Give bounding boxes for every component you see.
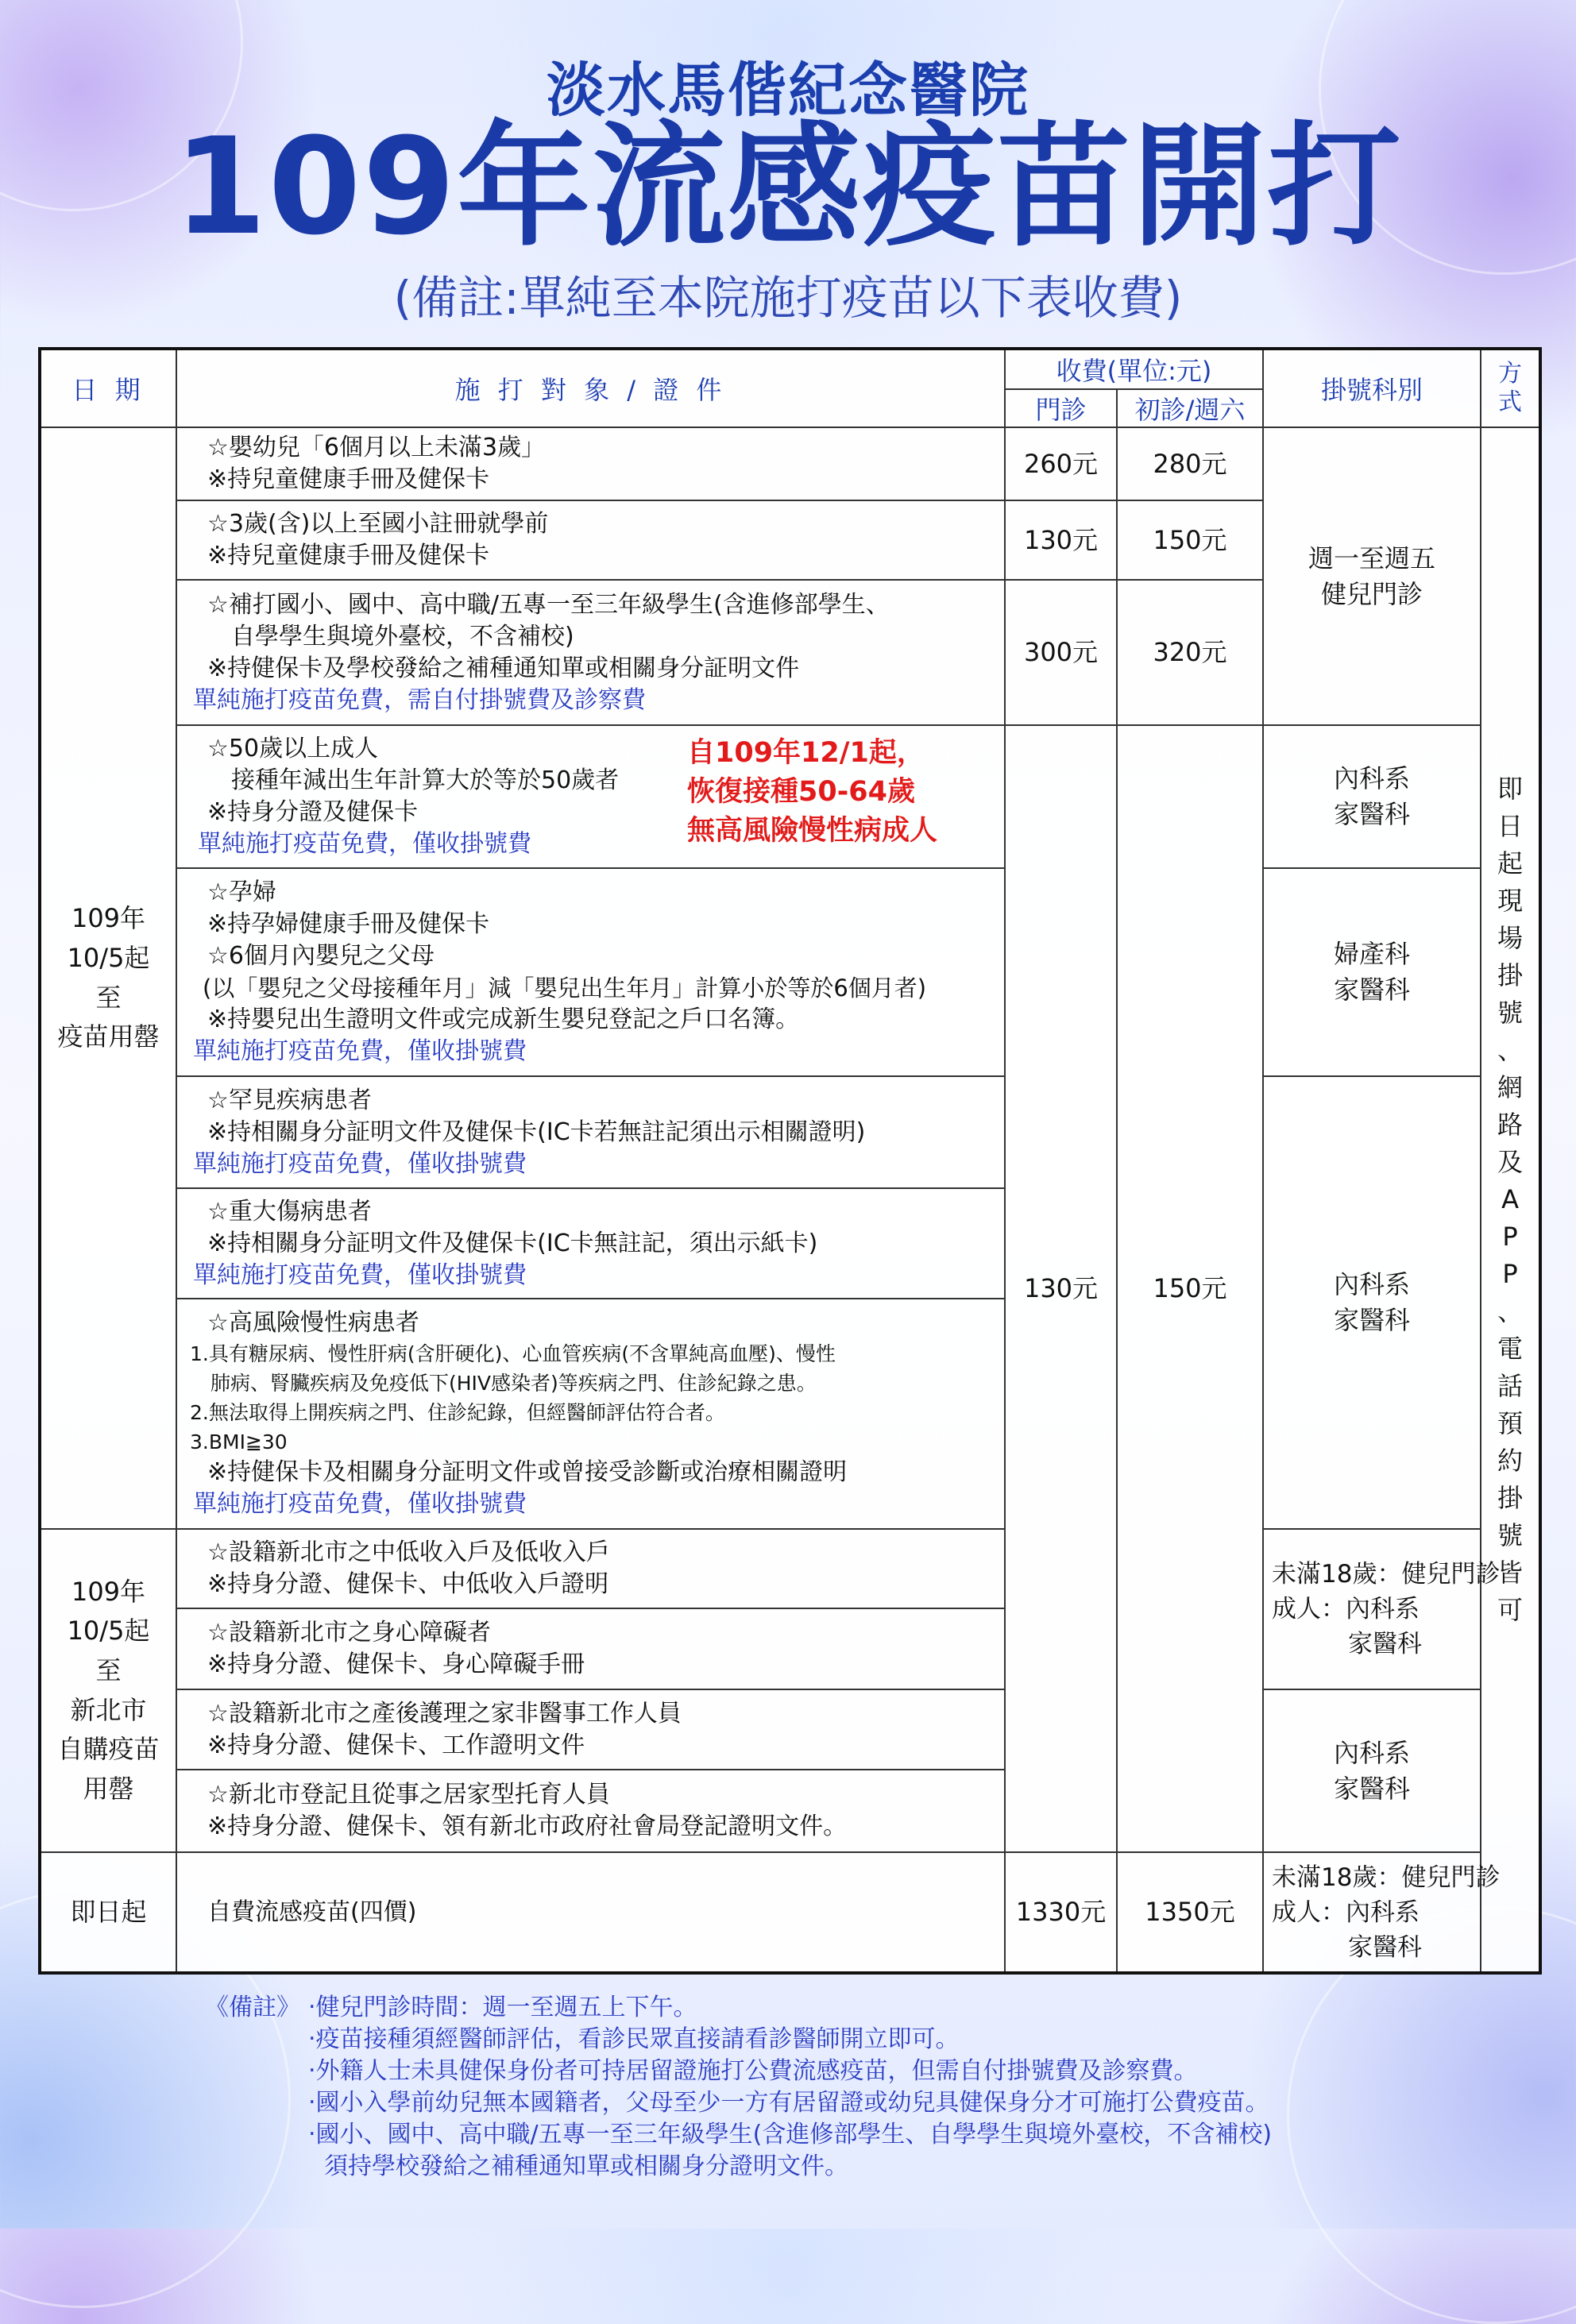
dept-line: 家醫科 (1334, 1773, 1411, 1804)
target-cell (176, 427, 1005, 500)
dept-cell-kids (1263, 427, 1481, 725)
dept-line: 成人：內科系 (1272, 1897, 1420, 1927)
method-char: 起 (1497, 848, 1524, 878)
target-cell (176, 725, 1005, 868)
method-char: P (1502, 1259, 1518, 1289)
target-doc-line: ※持身分證及健保卡 (207, 798, 419, 826)
target-line: ☆50歲以上成人 (207, 735, 379, 762)
target-line: ☆嬰幼兒「6個月以上未滿3歲」 (207, 434, 546, 461)
dept-cell-mixed (1263, 1529, 1501, 1689)
method-char: 可 (1497, 1595, 1524, 1625)
date-line: 疫苗用罄 (57, 1021, 160, 1052)
fee-first: 1350元 (1117, 1852, 1263, 1973)
fee-note: 單純施打疫苗免費，僅收掛號費 (193, 1490, 527, 1518)
target-cell (176, 580, 1005, 725)
method-char: 電 (1497, 1334, 1524, 1364)
target-line: ☆設籍新北市之身心障礙者 (207, 1619, 491, 1646)
fee-first: 280元 (1117, 427, 1263, 500)
note-item: ‧疫苗接種須經醫師評估，看診民眾直接請看診醫師開立即可。 (308, 2025, 960, 2053)
note-item: ‧國小入學前幼兒無本國籍者，父母至少一方有居留證或幼兒具健保身分才可施打公費疫苗。 (308, 2089, 1269, 2117)
target-cell (176, 1529, 1005, 1608)
fee-first: 320元 (1117, 580, 1263, 725)
date-line: 109年 (71, 903, 146, 934)
date-line: 自購疫苗 (57, 1734, 160, 1765)
target-line: (以「嬰兒之父母接種年月」減「嬰兒出生年月」計算小於等於6個月者) (203, 975, 927, 1002)
target-doc-line: ※持身分證、健保卡、領有新北市政府社會局登記證明文件。 (207, 1812, 848, 1840)
fee-clinic: 300元 (1005, 580, 1117, 725)
dept-line: 週一至週五 (1308, 542, 1436, 573)
page-title: 109年流感疫苗開打 (173, 109, 1403, 264)
method-char: 路 (1497, 1110, 1524, 1140)
date-cell-2 (40, 1529, 176, 1852)
date-line: 用罄 (83, 1773, 134, 1804)
criteria-line: 2.無法取得上開疾病之門、住診紀錄，但經醫師評估符合者。 (190, 1401, 725, 1424)
criteria-line: 3.BMI≧30 (190, 1430, 288, 1453)
table-row (40, 1076, 1540, 1188)
target-line: ☆孕婦 (207, 878, 276, 906)
target-cell (176, 1188, 1005, 1299)
method-char: 場 (1497, 923, 1524, 953)
dept-line: 內科系 (1334, 1269, 1411, 1300)
notes-section (205, 1992, 1272, 2183)
method-char: 號 (1497, 1520, 1524, 1550)
method-char: 掛 (1497, 1483, 1524, 1513)
fee-note: 單純施打疫苗免費，僅收掛號費 (198, 830, 531, 858)
dept-line: 未滿18歲：健兒門診 (1272, 1560, 1501, 1589)
note-item: 須持學校發給之補種通知單或相關身分證明文件。 (324, 2152, 848, 2180)
target-line: ☆高風險慢性病患者 (207, 1309, 419, 1337)
note-item: ‧國小、國中、高中職/五專一至三年級學生(含進修部學生、自學學生與境外臺校，不含補校) (308, 2121, 1273, 2148)
method-char: 話 (1497, 1371, 1524, 1401)
header-method-label: 方式 (1498, 360, 1523, 416)
page-subtitle: (備註:單純至本院施打疫苗以下表收費) (393, 271, 1183, 325)
target-cell (176, 1608, 1005, 1689)
target-doc-line: ※持嬰兒出生證明文件或完成新生嬰兒登記之戶口名簿。 (207, 1006, 800, 1033)
date-line: 10/5起 (67, 942, 150, 973)
target-cell (176, 1770, 1005, 1852)
target-doc-line: ※持健保卡及學校發給之補種通知單或相關身分証明文件 (207, 654, 800, 682)
date-cell-1 (40, 427, 176, 1529)
target-line: ☆新北市登記且從事之居家型托育人員 (207, 1781, 610, 1809)
header-date: 日 期 (40, 349, 176, 427)
header-dept: 掛號科別 (1263, 349, 1481, 427)
fee-note: 單純施打疫苗免費，需自付掛號費及診察費 (193, 685, 646, 714)
dept-cell-obgyn (1263, 868, 1481, 1076)
table-row (40, 427, 1540, 500)
method-char: 、 (1497, 1035, 1524, 1065)
target-cell (176, 1076, 1005, 1188)
target-line: ☆設籍新北市之中低收入戶及低收入戶 (207, 1538, 610, 1566)
target-line: 接種年減出生年計算大於等於50歲者 (231, 766, 620, 794)
date-line: 新北市 (70, 1694, 147, 1725)
table-row (40, 868, 1540, 1076)
date-cell-3: 即日起 (40, 1852, 176, 1973)
header-fee: 收費(單位:元) (1005, 349, 1263, 389)
target-line: 自學學生與境外臺校，不含補校) (231, 622, 574, 650)
fee-clinic: 260元 (1005, 427, 1117, 500)
table-row (40, 1689, 1540, 1770)
target-doc-line: ※持相關身分証明文件及健保卡(IC卡無註記，須出示紙卡) (207, 1229, 818, 1257)
target-doc-line: ※持身分證、健保卡、中低收入戶證明 (207, 1570, 609, 1598)
table-row (40, 1529, 1540, 1608)
method-char: 日 (1497, 811, 1524, 841)
dept-line: 健兒門診 (1321, 578, 1423, 609)
dept-line: 婦產科 (1334, 939, 1411, 970)
table-row (40, 1852, 1540, 1973)
date-line: 109年 (71, 1576, 146, 1607)
dept-line: 家醫科 (1334, 1305, 1411, 1335)
target-line: ☆3歲(含)以上至國小註冊就學前 (207, 510, 549, 538)
resume-notice-line: 恢復接種50-64歲 (687, 776, 915, 808)
target-cell (176, 868, 1005, 1076)
fee-clinic-merged: 130元 (1005, 725, 1117, 1852)
method-cell (1481, 427, 1540, 1973)
method-char: 即 (1497, 774, 1524, 804)
note-item: ‧外籍人士未具健保身份者可持居留證施打公費流感疫苗，但需自付掛號費及診察費。 (308, 2057, 1198, 2085)
method-char: 約 (1497, 1446, 1524, 1476)
target-doc-line: ※持兒童健康手冊及健保卡 (207, 542, 490, 569)
target-doc-line: ※持身分證、健保卡、身心障礙手冊 (207, 1650, 585, 1678)
header-fee-clinic: 門診 (1005, 389, 1117, 427)
target-line: ☆6個月內嬰兒之父母 (207, 942, 435, 970)
table-row (40, 725, 1540, 868)
fee-note: 單純施打疫苗免費，僅收掛號費 (193, 1037, 527, 1065)
dept-cell-internal (1263, 725, 1481, 868)
method-char: 預 (1497, 1408, 1524, 1438)
dept-line: 家醫科 (1348, 1630, 1423, 1658)
method-char: 、 (1497, 1296, 1524, 1326)
fee-note: 單純施打疫苗免費，僅收掛號費 (193, 1149, 527, 1178)
method-char: 皆 (1497, 1558, 1524, 1588)
target-doc-line: ※持健保卡及相關身分証明文件或曾接受診斷或治療相關證明 (207, 1458, 848, 1486)
note-item: ‧健兒門診時間：週一至週五上下午。 (308, 1994, 697, 2021)
target-cell (176, 1852, 1005, 1973)
fee-clinic: 1330元 (1005, 1852, 1117, 1973)
header-target: 施 打 對 象 / 證 件 (176, 349, 1005, 427)
method-char: 現 (1497, 886, 1524, 916)
dept-line: 內科系 (1334, 763, 1411, 794)
target-cell (176, 1299, 1005, 1529)
target-doc-line: ※持孕婦健康手冊及健保卡 (207, 910, 490, 938)
dept-line: 未滿18歲：健兒門診 (1272, 1863, 1501, 1892)
target-line: ☆重大傷病患者 (207, 1197, 372, 1226)
dept-line: 家醫科 (1334, 975, 1411, 1005)
fee-clinic: 130元 (1005, 500, 1117, 580)
dept-line: 內科系 (1334, 1737, 1411, 1768)
header-fee-first: 初診/週六 (1117, 389, 1263, 427)
target-line: ☆設籍新北市之產後護理之家非醫事工作人員 (207, 1699, 682, 1728)
dept-cell-internal (1263, 1076, 1481, 1529)
criteria-line: 肺病、腎臟疾病及免疫低下(HIV感染者)等疾病之門、住診紀錄之患。 (211, 1372, 817, 1395)
resume-notice (687, 734, 937, 851)
criteria-line: 1.具有糖尿病、慢性肝病(含肝硬化)、心血管疾病(不含單純高血壓)、慢性 (190, 1342, 836, 1365)
method-char: 網 (1497, 1072, 1524, 1102)
target-doc-line: ※持兒童健康手冊及健保卡 (207, 465, 490, 493)
resume-notice-line: 無高風險慢性病成人 (687, 815, 938, 847)
date-line: 至 (95, 982, 122, 1013)
method-char: P (1502, 1222, 1518, 1252)
vaccine-fee-table (38, 347, 1542, 1975)
target-line: ☆罕見疾病患者 (207, 1086, 372, 1114)
target-doc-line: ※持相關身分証明文件及健保卡(IC卡若無註記須出示相關證明) (207, 1118, 866, 1146)
dept-cell-internal (1263, 1689, 1481, 1852)
target-cell (176, 1689, 1005, 1770)
target-line: 自費流感疫苗(四價) (207, 1897, 417, 1926)
target-cell (176, 500, 1005, 580)
header-method (1481, 349, 1540, 427)
notes-label: 《備註》 (205, 1994, 300, 2021)
method-char: 掛 (1497, 960, 1524, 990)
fee-first: 150元 (1117, 500, 1263, 580)
date-line: 至 (95, 1654, 122, 1685)
fee-first-merged: 150元 (1117, 725, 1263, 1852)
method-char: 及 (1497, 1147, 1524, 1177)
method-char: 號 (1497, 998, 1524, 1028)
resume-notice-line: 自109年12/1起， (687, 737, 925, 769)
date-line: 10/5起 (67, 1616, 150, 1646)
dept-line: 家醫科 (1334, 799, 1411, 829)
hospital-name: 淡水馬偕紀念醫院 (547, 56, 1029, 125)
dept-line: 成人：內科系 (1272, 1595, 1420, 1623)
dept-line: 家醫科 (1348, 1932, 1423, 1962)
method-char: A (1501, 1184, 1519, 1214)
dept-cell-mixed (1263, 1852, 1501, 1973)
fee-note: 單純施打疫苗免費，僅收掛號費 (193, 1260, 527, 1289)
target-line: ☆補打國小、國中、高中職/五專一至三年級學生(含進修部學生、 (207, 590, 890, 619)
target-doc-line: ※持身分證、健保卡、工作證明文件 (207, 1731, 585, 1759)
